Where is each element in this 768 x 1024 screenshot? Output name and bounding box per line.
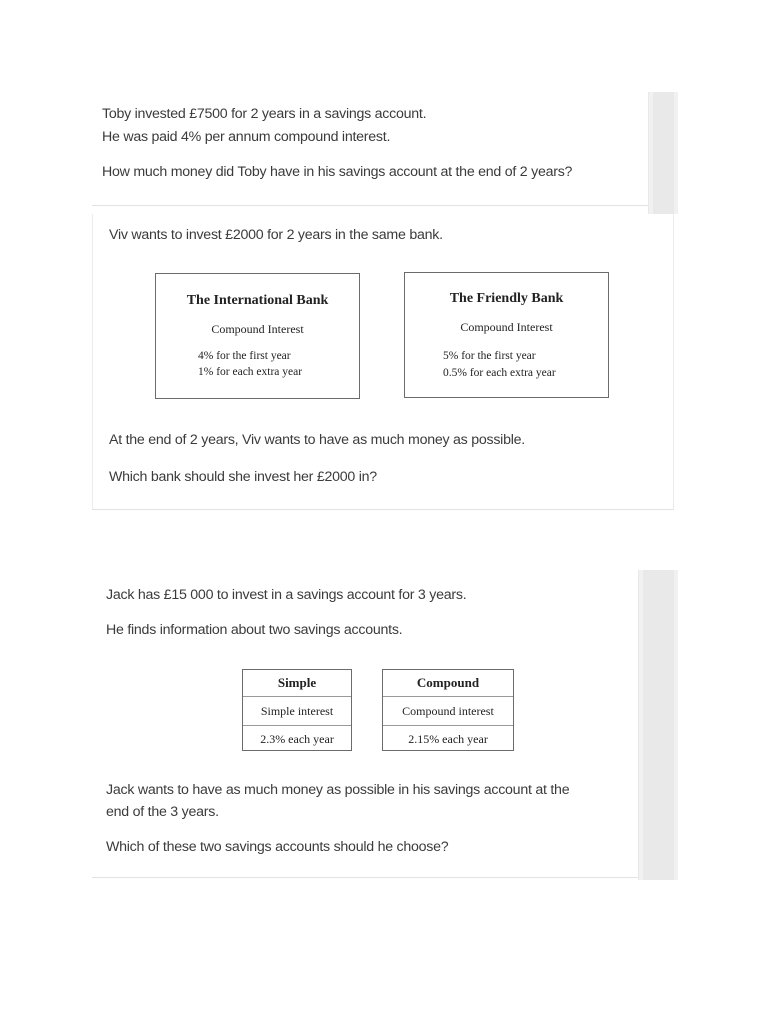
- scrollbar-thumb-1[interactable]: [653, 92, 674, 214]
- q3-goal-line-1: Jack wants to have as much money as possible in his savings account at the: [106, 782, 570, 798]
- q3-intro: Jack has £15 000 to invest in a savings account for 3 years.: [106, 587, 467, 603]
- q1-line-3: How much money did Toby have in his savings account at the end of 2 years?: [102, 164, 573, 180]
- question-panel-jack: [92, 570, 638, 878]
- simple-account-box: [242, 669, 352, 751]
- simple-account-rate: 2.3% each year: [260, 732, 334, 746]
- scrollbar-panel-3[interactable]: [638, 570, 678, 880]
- friendly-bank-interest-type: Compound Interest: [460, 320, 553, 334]
- simple-account-interest-type: Simple interest: [260, 704, 334, 718]
- international-bank-box: [155, 273, 360, 399]
- compound-account-divider-1: [383, 696, 513, 697]
- compound-account-divider-2: [383, 725, 513, 726]
- scrollbar-panel-1[interactable]: [648, 92, 678, 214]
- compound-account-title: Compound: [416, 675, 480, 690]
- simple-account-title: Simple: [277, 675, 317, 690]
- compound-account-box: [382, 669, 514, 751]
- question-panel-toby: [92, 92, 648, 206]
- friendly-bank-rate-1: 5% for the first year: [443, 350, 536, 362]
- divider-2: [92, 509, 674, 510]
- divider-1: [92, 205, 648, 206]
- q2-line-2: Which bank should she invest her £2000 in?: [109, 469, 377, 485]
- q1-line-2: He was paid 4% per annum compound interest.: [102, 129, 391, 145]
- scrollbar-thumb-3[interactable]: [643, 570, 674, 880]
- international-bank-title: The International Bank: [186, 293, 329, 308]
- international-bank-interest-type: Compound Interest: [211, 322, 304, 336]
- q1-line-1: Toby invested £7500 for 2 years in a savings account.: [102, 106, 427, 122]
- divider-3: [92, 877, 638, 878]
- simple-account-divider-1: [243, 696, 351, 697]
- q2-line-1: At the end of 2 years, Viv wants to have as much money as possible.: [109, 432, 525, 448]
- friendly-bank-box: [404, 272, 609, 398]
- friendly-bank-title: The Friendly Bank: [449, 291, 564, 306]
- q3-question: Which of these two savings accounts should he choose?: [106, 839, 449, 855]
- friendly-bank-rate-2: 0.5% for each extra year: [443, 367, 556, 379]
- international-bank-rate-1: 4% for the first year: [198, 350, 291, 362]
- compound-account-rate: 2.15% each year: [408, 732, 488, 746]
- q3-info: He finds information about two savings accounts.: [106, 622, 403, 638]
- q2-intro: Viv wants to invest £2000 for 2 years in the same bank.: [109, 227, 443, 243]
- international-bank-rate-2: 1% for each extra year: [198, 366, 303, 378]
- q3-goal-line-2: end of the 3 years.: [106, 804, 219, 820]
- question-panel-viv: [92, 214, 674, 510]
- simple-account-divider-2: [243, 725, 351, 726]
- compound-account-interest-type: Compound interest: [402, 704, 494, 718]
